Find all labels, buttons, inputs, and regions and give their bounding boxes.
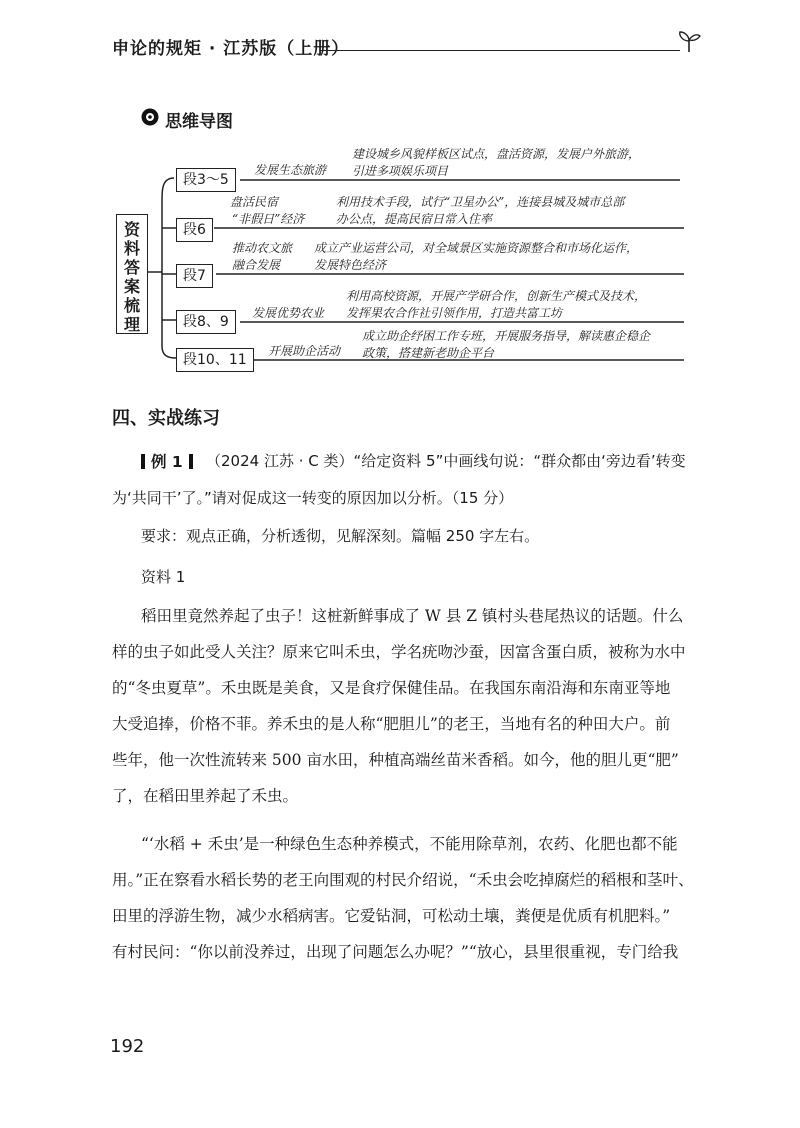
mindmap-node-detail: 引进多项娱乐项目 [352, 164, 449, 178]
mindmap-node-label: 段3～5 [176, 168, 236, 192]
mindmap-node-label: 段7 [176, 264, 213, 288]
mindmap-node-label: 段10、11 [176, 348, 254, 372]
page-number: 192 [110, 1036, 145, 1057]
mindmap-node-label: 段6 [176, 218, 213, 242]
mindmap-node-detail: 发挥果农合作社引领作用，打造共富工坊 [346, 306, 563, 320]
paragraph-line: 有村民问：“你以前没养过，出现了问题怎么办呢？”“放心，县里很重视，专门给我 [112, 943, 679, 961]
mindmap-node-topic: 盘活民宿 [230, 195, 279, 209]
example-label [141, 450, 193, 472]
example-label-text: 例 1 [151, 453, 183, 471]
root-char: 案 [123, 277, 140, 296]
mindmap-node-detail: 办公点，提高民宿日常入住率 [336, 212, 493, 226]
mindmap-node-topic: 推动农文旅 [232, 241, 293, 255]
running-header-title: 申论的规矩 · 江苏版（上册） [112, 39, 350, 59]
mindmap-node-topic: 发展优势农业 [252, 306, 325, 320]
paragraph-line: 的“冬虫夏草”。禾虫既是美食，又是食疗保健佳品。在我国东南沿海和东南亚等地 [112, 679, 671, 697]
requirement-text: 要求：观点正确，分析透彻，见解深刻。篇幅 250 字左右。 [141, 527, 540, 545]
question-line: 为‘共同干’了。”请对促成这一转变的原因加以分析。（15 分） [112, 489, 514, 507]
mindmap-node-detail: 利用高校资源，开展产学研合作，创新生产模式及技术， [346, 289, 647, 303]
paragraph-line: 用。”正在察看水稻长势的老王向围观的村民介绍说，“禾虫会吃掉腐烂的稻根和茎叶、 [112, 871, 694, 889]
mindmap-node-detail: 发展特色经济 [314, 258, 387, 272]
root-char: 资 [123, 220, 140, 239]
mindmap-node-topic: 融合发展 [232, 258, 281, 272]
mindmap-node-detail: 利用技术手段，试行“卫星办公”，连接县城及城市总部 [336, 195, 625, 209]
mindmap-node-detail: 成立产业运营公司，对全域景区实施资源整合和市场化运作， [314, 241, 639, 255]
material-title: 资料 1 [141, 568, 186, 586]
mindmap-root [116, 214, 148, 334]
root-char: 梳 [123, 296, 140, 315]
mindmap-node-topic: 开展助企活动 [268, 344, 341, 358]
paragraph-line: 些年，他一次性流转来 500 亩水田，种植高端丝苗米香稻。如今，他的胆儿更“肥” [112, 751, 679, 769]
mindmap-node-topic: “非假日”经济 [232, 212, 305, 226]
question-line: （2024 江苏 · C 类）“给定资料 5”中画线句说：“群众都由‘旁边看’转变 [206, 452, 686, 470]
paragraph-line: 稻田里竟然养起了虫子！这桩新鲜事成了 W 县 Z 镇村头巷尾热议的话题。什么 [141, 607, 684, 625]
paragraph-line: 样的虫子如此受人关注？原来它叫禾虫，学名疣吻沙蚕，因富含蛋白质，被称为水中 [112, 643, 686, 661]
paragraph-line: 了，在稻田里养起了禾虫。 [112, 787, 299, 805]
paragraph-line: 大受追捧，价格不菲。养禾虫的是人称“肥胆儿”的老王，当地有名的种田大户。前 [112, 715, 671, 733]
root-char: 理 [123, 315, 140, 334]
mindmap-node-detail: 成立助企纾困工作专班，开展服务指导，解读惠企稳企 [362, 329, 651, 343]
mindmap-node-topic: 发展生态旅游 [254, 163, 327, 177]
paragraph-line: “‘水稻 + 禾虫’是一种绿色生态种养模式，不能用除草剂，农药、化肥也都不能 [141, 835, 678, 853]
mindmap-heading: 思维导图 [165, 112, 233, 132]
root-char: 料 [123, 239, 140, 258]
mindmap [0, 0, 800, 400]
paragraph-line: 田里的浮游生物，减少水稻病害。它爱钻洞，可松动土壤，粪便是优质有机肥料。” [112, 907, 671, 925]
mindmap-node-detail: 建设城乡风貌样板区试点，盘活资源，发展户外旅游， [352, 147, 641, 161]
practice-heading: 四、实战练习 [112, 408, 220, 429]
root-char: 答 [123, 258, 140, 277]
mindmap-node-label: 段8、9 [176, 310, 236, 334]
mindmap-node-detail: 政策，搭建新老助企平台 [362, 346, 495, 360]
